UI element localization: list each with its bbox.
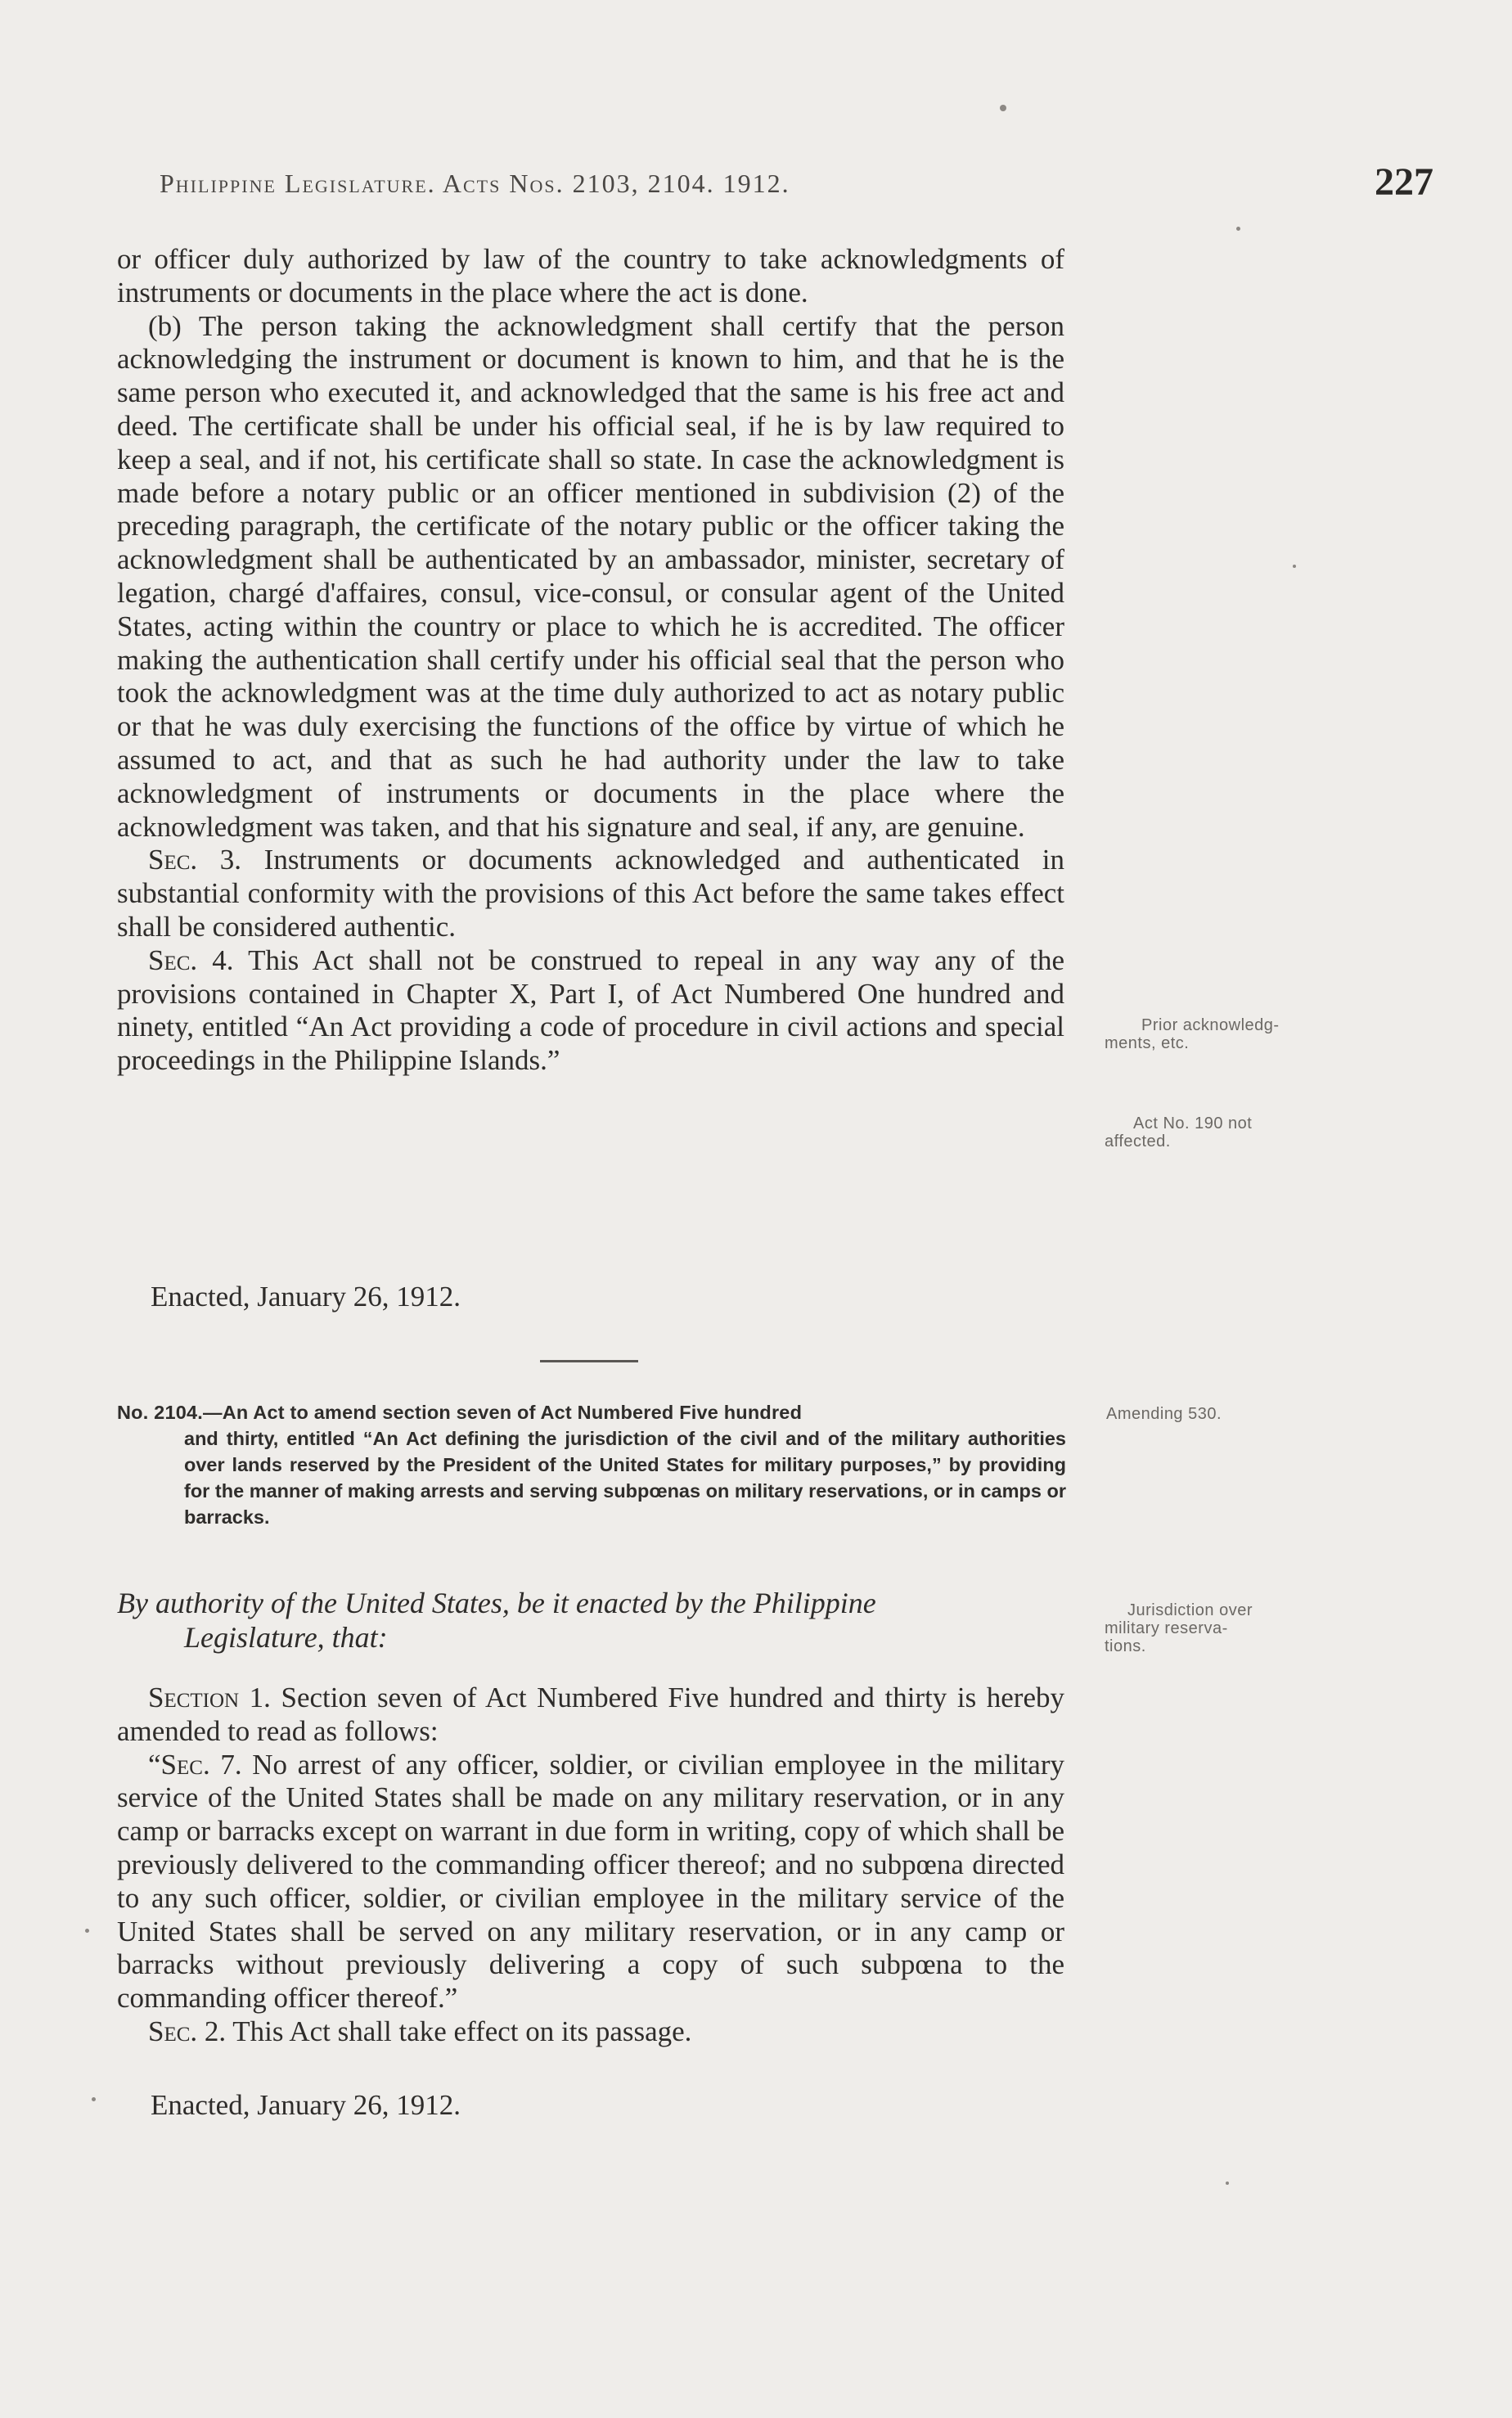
scan-speck <box>85 1929 89 1933</box>
section-3-text: Instruments or documents acknowledged and authenticated in substantial conformity with the provisions of this Act before the same takes effect shall be considered authentic. <box>117 844 1064 943</box>
quoted-section-7-label: “Sec. 7. <box>148 1748 242 1781</box>
scan-speck <box>92 2097 96 2101</box>
act-2104-body <box>117 1682 1064 2049</box>
scan-speck <box>1293 565 1296 568</box>
quoted-section-7-text: No arrest of any officer, soldier, or civilian employee in the military service of the United States shall be made on any military reservation, or in any camp or barracks except on warrant in due form in writing, copy of which shall be previously delivered to the commanding officer thereof; and no subpœna directed to any such officer, soldier, or civilian employee in the military service of the United States shall be served on any military reservation, or in any camp or barracks without previously delivering a copy of such subpœna to the commanding officer thereof.” <box>117 1748 1064 2015</box>
section-4 <box>117 944 1064 1078</box>
act-2103-enacted-date: Enacted, January 26, 1912. <box>151 1281 461 1313</box>
act-2104-section-1 <box>117 1682 1064 1749</box>
paragraph-b: (b) The person taking the acknowledgment shall certify that the person acknowledging the instrument or document is known to him, and that he is the same person who executed it, and acknowledged that the same is his free act and deed. The certificate shall be under his official seal, if he is by law required to keep a seal, and if not, his certificate shall so state. In case the acknowledgment is made before a notary public or an officer mentioned in subdivision (2) of the preceding paragraph, the certificate of the notary public or the officer taking the acknowledgment shall be authenticated by an ambassador, minister, secretary of legation, chargé d'affaires, consul, vice-consul, or consular agent of the United States, acting within the country or place to which he is accredited. The officer making the authentication shall certify under his official seal that the person who took the acknowledgment was at the time duly authorized to act as notary public or that he was duly exercising the functions of the office by virtue of which he assumed to act, and that as such he had authority under the law to take acknowledgment of instruments or documents in the place where the acknowledgment was taken, and that his signature and seal, if any, are genuine. <box>117 309 1064 843</box>
section-divider-rule <box>540 1360 638 1362</box>
margin-note-line: ments, etc. <box>1105 1034 1190 1052</box>
margin-note-line: Act No. 190 not <box>1133 1114 1253 1132</box>
act-2104-section-2-text: This Act shall take effect on its passage. <box>226 2015 692 2047</box>
act-2104-title-rest: and thirty, entitled “An Act defining the jurisdiction of the civil and of the military authorities over lands reserved by the President of the United States for military purposes,” by providing for the manner of making arrests and serving subpœnas on military reservations, or in camps or barracks. <box>184 1428 1066 1528</box>
section-4-label: Sec. 4. <box>148 943 234 976</box>
scan-speck <box>1226 2182 1229 2185</box>
margin-note-prior-acknowledgments <box>1105 1016 1280 1052</box>
margin-note-act-190 <box>1105 1114 1252 1150</box>
section-3-label: Sec. 3. <box>148 844 242 876</box>
enacting-clause <box>117 1586 1064 1655</box>
margin-note-line: Prior acknowledg- <box>1141 1016 1280 1034</box>
act-2104-section-1-label: Section 1. <box>148 1682 271 1713</box>
quoted-section-7 <box>117 1749 1064 2015</box>
margin-note-amending: Amending 530. <box>1106 1405 1222 1423</box>
act-2104-title <box>117 1399 1066 1530</box>
act-2104-title-lead: No. 2104.—An Act to amend section seven of Act Numbered Five hundred <box>117 1402 803 1423</box>
margin-note-jurisdiction <box>1105 1601 1309 1655</box>
scan-speck <box>1000 105 1006 111</box>
margin-note-line: affected. <box>1105 1132 1171 1150</box>
running-head: Philippine Legislature. Acts Nos. 2103, 2104. 1912. <box>160 169 790 198</box>
margin-note-line: Jurisdiction over <box>1127 1601 1253 1619</box>
page-number: 227 <box>1375 160 1433 204</box>
act-2104-enacted-date: Enacted, January 26, 1912. <box>151 2089 461 2121</box>
act-2104-section-1-text: Section seven of Act Numbered Five hundred and thirty is hereby amended to read as follows: <box>117 1682 1064 1747</box>
act-2103-continuation <box>117 243 1064 1078</box>
section-4-text: This Act shall not be construed to repeal in any way any of the provisions contained in Chapter X, Part I, of Act Numbered One hundred and ninety, entitled “An Act providing a code of procedure in civil actions and special proceedings in the Philippine Islands.” <box>117 943 1064 1077</box>
scan-speck <box>1236 227 1240 231</box>
act-2104-section-2 <box>117 2015 1064 2049</box>
paragraph-a-continuation: or officer duly authorized by law of the country to take acknowledgments of instruments or documents in the place where the act is done. <box>117 243 1064 308</box>
act-2104-section-2-label: Sec. 2. <box>148 2015 227 2047</box>
enacting-clause-line-2: Legislature, that: <box>184 1621 388 1654</box>
enacting-clause-line-1: By authority of the United States, be it enacted by the Philippine <box>117 1587 876 1619</box>
margin-note-line: military reserva- <box>1105 1619 1228 1637</box>
section-3 <box>117 844 1064 943</box>
margin-note-line: tions. <box>1105 1637 1146 1655</box>
